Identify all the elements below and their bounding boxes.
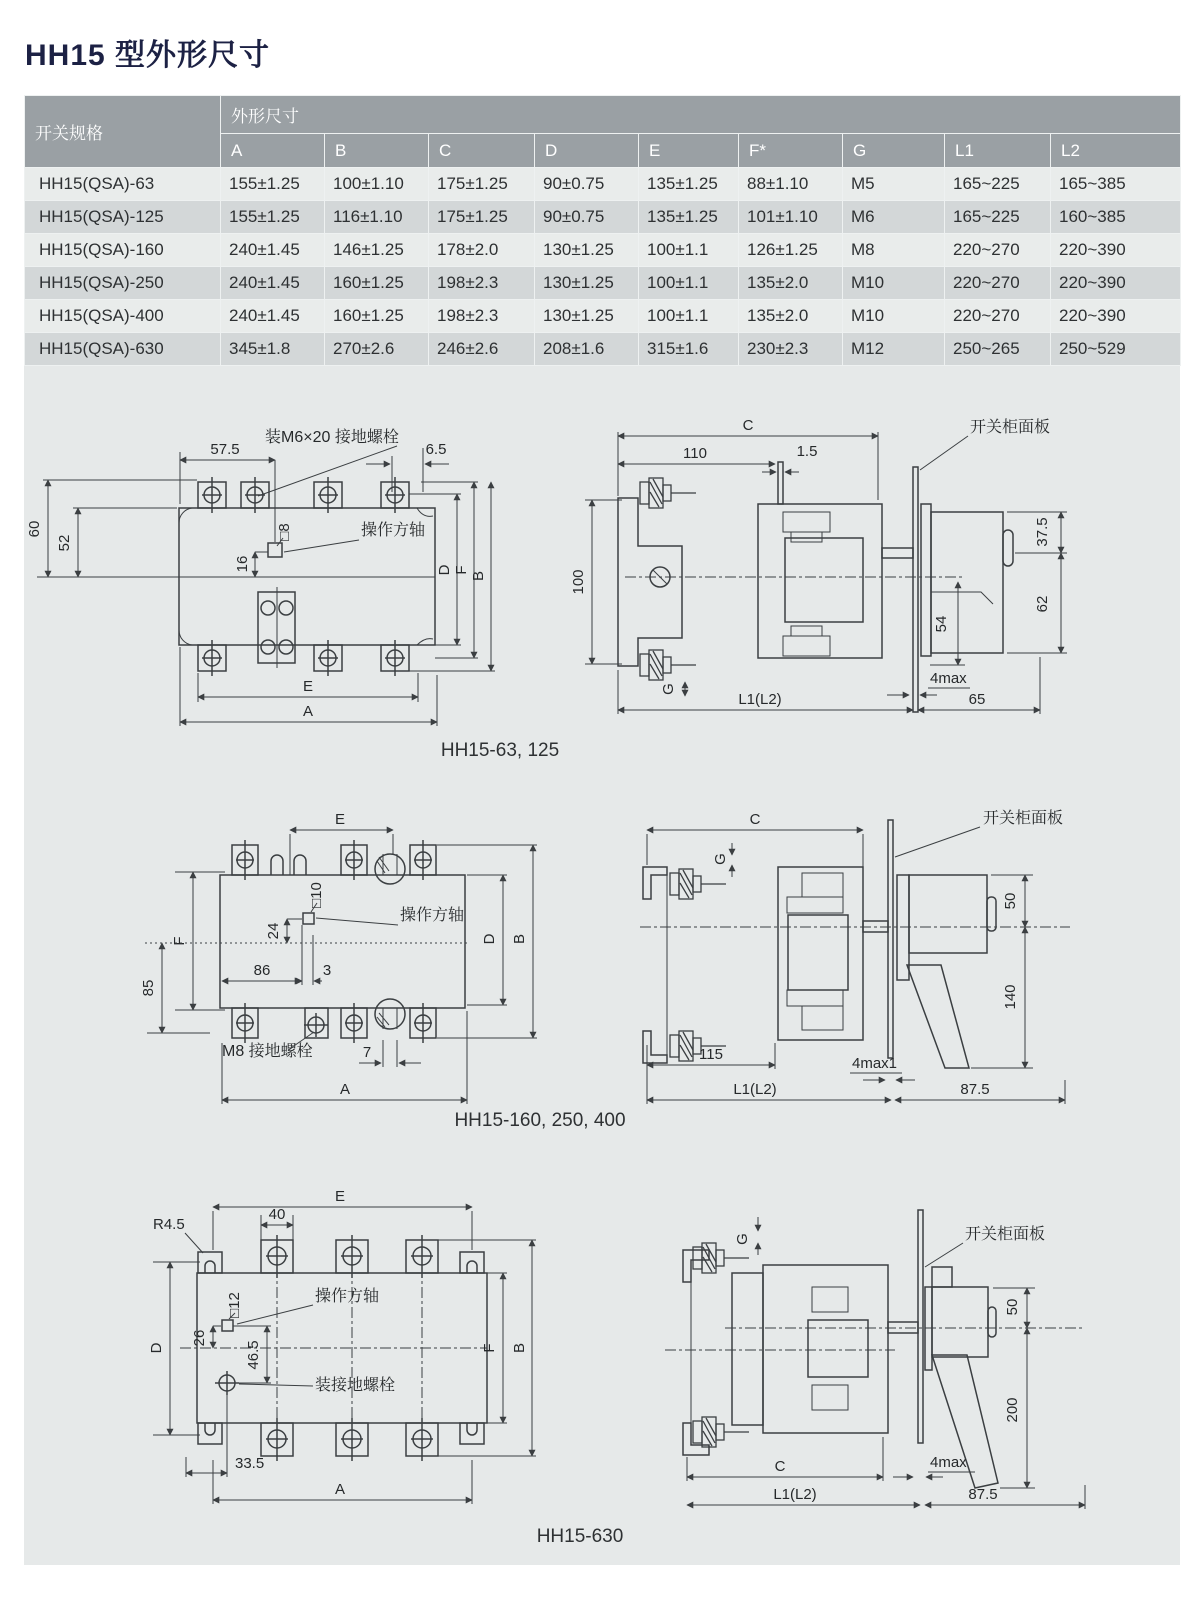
ground-bolt-note: 装M6×20 接地螺栓 xyxy=(265,429,399,446)
cabinet-panel-label: 开关柜面板 xyxy=(970,419,1051,436)
dim-100: 100 xyxy=(570,569,587,595)
value-cell: 160~385 xyxy=(1051,201,1181,234)
cabinet-panel-label: 开关柜面板 xyxy=(965,1226,1046,1243)
dim-B: B xyxy=(511,1342,528,1354)
hh15-63-front-view xyxy=(26,427,495,726)
square-10-label: □10 xyxy=(308,882,325,908)
value-cell: 220~390 xyxy=(1051,300,1181,333)
dim-C: C xyxy=(749,811,761,828)
value-cell: M12 xyxy=(843,333,945,366)
value-cell: 100±1.1 xyxy=(639,267,739,300)
dim-L1L2: L1(L2) xyxy=(773,1486,817,1503)
value-cell: 240±1.45 xyxy=(221,300,325,333)
value-cell: M5 xyxy=(843,168,945,201)
value-cell: 126±1.25 xyxy=(739,234,843,267)
value-cell: 101±1.10 xyxy=(739,201,843,234)
dim-D: D xyxy=(148,1342,165,1354)
hh15-160-front-view xyxy=(140,811,537,1104)
dim-37-5: 37.5 xyxy=(1034,517,1051,547)
dim-A: A xyxy=(302,703,314,720)
dim-54: 54 xyxy=(933,615,950,633)
value-cell: 135±2.0 xyxy=(739,267,843,300)
dim-33-5: 33.5 xyxy=(235,1455,265,1472)
value-cell: 100±1.1 xyxy=(639,300,739,333)
table-row xyxy=(25,201,1181,234)
dim-50: 50 xyxy=(1002,892,1019,910)
dim-52: 52 xyxy=(56,534,73,552)
spec-cell: HH15(QSA)-630 xyxy=(25,333,221,366)
value-cell: 198±2.3 xyxy=(429,300,535,333)
value-cell: 155±1.25 xyxy=(221,168,325,201)
value-cell: 220~390 xyxy=(1051,267,1181,300)
dim-50: 50 xyxy=(1004,1298,1021,1316)
value-cell: 165~225 xyxy=(945,201,1051,234)
cabinet-panel-label: 开关柜面板 xyxy=(983,810,1064,827)
value-cell: 135±1.25 xyxy=(639,201,739,234)
dim-C: C xyxy=(774,1458,786,1475)
dim-7: 7 xyxy=(362,1044,372,1061)
col-header-A: A xyxy=(221,134,325,168)
hh15-630-front-view xyxy=(148,1188,536,1504)
value-cell: 208±1.6 xyxy=(535,333,639,366)
dim-65: 65 xyxy=(968,691,986,708)
dim-E: E xyxy=(334,1188,346,1205)
value-cell: 130±1.25 xyxy=(535,267,639,300)
value-cell: 165~385 xyxy=(1051,168,1181,201)
value-cell: 130±1.25 xyxy=(535,300,639,333)
hh15-63-125-drawing xyxy=(25,392,1175,737)
value-cell: 88±1.10 xyxy=(739,168,843,201)
dim-D: D xyxy=(481,933,498,945)
page-title: HH15 型外形尺寸 xyxy=(25,39,271,72)
square-12-label: □12 xyxy=(226,1292,243,1318)
value-cell: 175±1.25 xyxy=(429,201,535,234)
dim-1-5: 1.5 xyxy=(796,443,818,460)
value-cell: 230±2.3 xyxy=(739,333,843,366)
spec-cell: HH15(QSA)-250 xyxy=(25,267,221,300)
col-header-D: D xyxy=(535,134,639,168)
dim-3: 3 xyxy=(322,962,332,979)
dim-G: G xyxy=(734,1233,751,1245)
value-cell: 220~270 xyxy=(945,267,1051,300)
dim-6-5: 6.5 xyxy=(425,441,447,458)
dim-87-5: 87.5 xyxy=(960,1081,990,1098)
value-cell: M10 xyxy=(843,300,945,333)
ground-bolt-note: M8 接地螺栓 xyxy=(222,1043,313,1060)
drawing2-caption: HH15-160, 250, 400 xyxy=(454,1110,626,1131)
dim-B: B xyxy=(511,933,528,945)
dim-86: 86 xyxy=(253,962,271,979)
dim-85: 85 xyxy=(140,979,157,997)
value-cell: 130±1.25 xyxy=(535,234,639,267)
value-cell: 270±2.6 xyxy=(325,333,429,366)
value-cell: 160±1.25 xyxy=(325,300,429,333)
value-cell: 220~270 xyxy=(945,300,1051,333)
value-cell: 246±2.6 xyxy=(429,333,535,366)
col-header-B: B xyxy=(325,134,429,168)
value-cell: M6 xyxy=(843,201,945,234)
dim-G: G xyxy=(712,853,729,865)
table-row xyxy=(25,300,1181,333)
value-cell: 100±1.1 xyxy=(639,234,739,267)
dim-4max: 4max xyxy=(930,670,967,687)
dim-C: C xyxy=(742,417,754,434)
dim-F: F xyxy=(453,565,470,575)
dim-E: E xyxy=(334,811,346,828)
value-cell: 345±1.8 xyxy=(221,333,325,366)
dim-57-5: 57.5 xyxy=(210,441,240,458)
table-row xyxy=(25,267,1181,300)
value-cell: 146±1.25 xyxy=(325,234,429,267)
spec-header: 开关规格 xyxy=(25,96,221,168)
value-cell: 100±1.10 xyxy=(325,168,429,201)
dim-A: A xyxy=(339,1081,351,1098)
value-cell: 135±2.0 xyxy=(739,300,843,333)
ground-bolt-note: 装接地螺栓 xyxy=(315,1377,396,1394)
dim-4max: 4max xyxy=(930,1454,967,1471)
spec-table-body xyxy=(25,168,1181,366)
radius-label: R4.5 xyxy=(153,1216,185,1233)
dim-F: F xyxy=(171,936,188,946)
spec-cell: HH15(QSA)-160 xyxy=(25,234,221,267)
col-header-L1: L1 xyxy=(945,134,1051,168)
col-header-L2: L2 xyxy=(1051,134,1181,168)
value-cell: 155±1.25 xyxy=(221,201,325,234)
col-header-F*: F* xyxy=(739,134,843,168)
shaft-label: 操作方轴 xyxy=(315,1288,380,1305)
value-cell: 90±0.75 xyxy=(535,201,639,234)
spec-cell: HH15(QSA)-125 xyxy=(25,201,221,234)
dim-L1L2: L1(L2) xyxy=(738,691,782,708)
table-row xyxy=(25,168,1181,201)
group-header: 外形尺寸 xyxy=(221,96,1181,134)
dim-140: 140 xyxy=(1002,984,1019,1010)
col-header-E: E xyxy=(639,134,739,168)
dim-115: 115 xyxy=(699,1046,723,1063)
hh15-63-side-view xyxy=(570,417,1067,714)
value-cell: 116±1.10 xyxy=(325,201,429,234)
dim-A: A xyxy=(334,1481,346,1498)
dim-62: 62 xyxy=(1034,595,1051,613)
hh15-630-drawing xyxy=(25,1155,1175,1517)
value-cell: 198±2.3 xyxy=(429,267,535,300)
value-cell: 220~270 xyxy=(945,234,1051,267)
dim-87-5: 87.5 xyxy=(968,1486,998,1503)
hh15-160-side-view xyxy=(640,809,1070,1104)
dim-110: 110 xyxy=(683,445,707,462)
value-cell: 90±0.75 xyxy=(535,168,639,201)
value-cell: 165~225 xyxy=(945,168,1051,201)
dim-E: E xyxy=(302,678,314,695)
value-cell: 175±1.25 xyxy=(429,168,535,201)
spec-cell: HH15(QSA)-400 xyxy=(25,300,221,333)
col-header-G: G xyxy=(843,134,945,168)
dim-40: 40 xyxy=(268,1206,286,1223)
dim-D: D xyxy=(436,564,453,576)
shaft-label: 操作方轴 xyxy=(400,907,465,924)
square-8-label: □8 xyxy=(276,523,293,541)
dim-F: F xyxy=(481,1343,498,1353)
drawing1-caption: HH15-63, 125 xyxy=(440,740,560,761)
shaft-label: 操作方轴 xyxy=(361,522,426,539)
value-cell: M8 xyxy=(843,234,945,267)
value-cell: 315±1.6 xyxy=(639,333,739,366)
value-cell: 250~529 xyxy=(1051,333,1181,366)
hh15-630-side-view xyxy=(665,1210,1085,1509)
spec-cell: HH15(QSA)-63 xyxy=(25,168,221,201)
dim-200: 200 xyxy=(1004,1397,1021,1423)
table-row xyxy=(25,234,1181,267)
dim-16: 16 xyxy=(234,555,251,573)
dim-46-5: 46.5 xyxy=(245,1340,262,1370)
col-header-C: C xyxy=(429,134,535,168)
hh15-160-drawing xyxy=(25,785,1175,1115)
dim-B: B xyxy=(470,570,487,582)
value-cell: M10 xyxy=(843,267,945,300)
drawing3-caption: HH15-630 xyxy=(536,1526,624,1547)
dimension-table xyxy=(24,95,1181,366)
value-cell: 250~265 xyxy=(945,333,1051,366)
table-row xyxy=(25,333,1181,366)
value-cell: 240±1.45 xyxy=(221,267,325,300)
value-cell: 178±2.0 xyxy=(429,234,535,267)
value-cell: 135±1.25 xyxy=(639,168,739,201)
value-cell: 240±1.45 xyxy=(221,234,325,267)
value-cell: 220~390 xyxy=(1051,234,1181,267)
dim-L1L2: L1(L2) xyxy=(733,1081,777,1098)
dim-G: G xyxy=(660,683,677,695)
dim-26: 26 xyxy=(191,1329,208,1347)
dim-24: 24 xyxy=(265,922,282,940)
dim-4max1: 4max1 xyxy=(852,1055,898,1072)
dim-60: 60 xyxy=(26,520,43,538)
value-cell: 160±1.25 xyxy=(325,267,429,300)
